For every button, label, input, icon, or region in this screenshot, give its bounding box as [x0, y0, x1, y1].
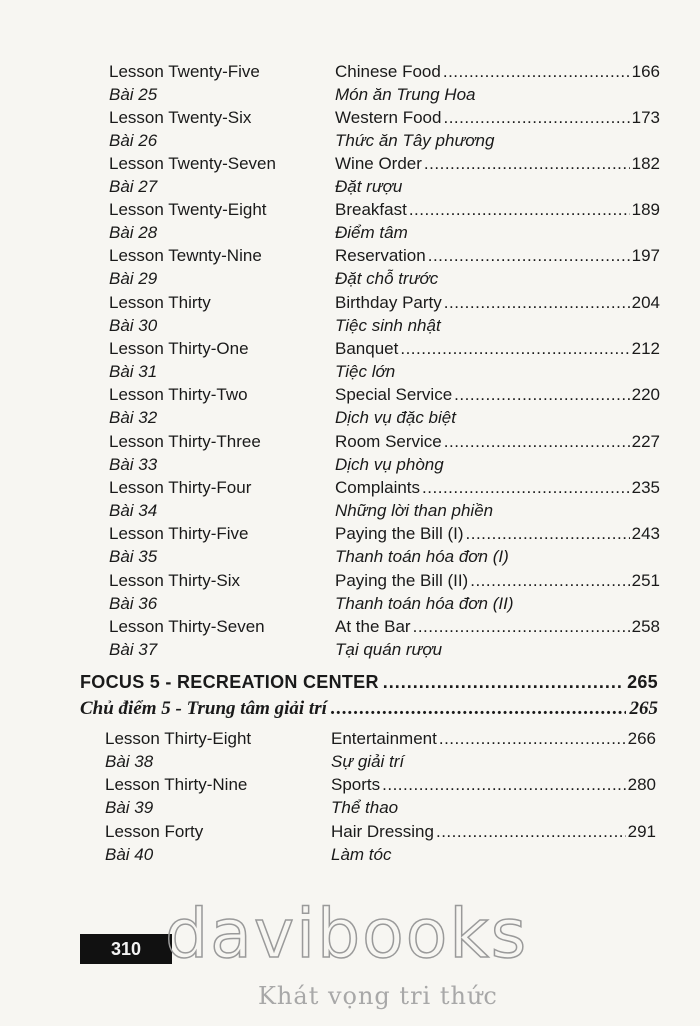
page-number: 266	[627, 729, 656, 748]
bai-number: Bài 38	[105, 752, 154, 771]
toc-lesson-row	[0, 337, 700, 361]
lesson-title: Western Food	[335, 108, 442, 127]
bai-number: Bài 39	[105, 798, 154, 817]
lesson-title: Breakfast	[335, 200, 407, 219]
vietnamese-title: Dịch vụ đặc biệt	[335, 408, 456, 427]
lesson-number: Lesson Thirty-Five	[109, 524, 249, 543]
lesson-title-link[interactable]	[331, 820, 656, 844]
page-number: 265	[629, 698, 658, 719]
bai-number: Bài 28	[109, 223, 158, 242]
toc-lesson-row	[0, 569, 700, 593]
toc-lesson-row	[0, 773, 700, 797]
lesson-title: Hair Dressing	[331, 822, 434, 841]
lesson-title: Entertainment	[331, 729, 437, 748]
page-number-tab	[80, 934, 172, 964]
vietnamese-title: Thức ăn Tây phương	[335, 131, 495, 150]
dot-leader	[428, 244, 630, 268]
bai-number: Bài 25	[109, 85, 158, 104]
toc-lesson-row	[0, 820, 700, 844]
lesson-title-link[interactable]	[335, 569, 660, 593]
lesson-title-link[interactable]	[335, 291, 660, 315]
page-number: 291	[627, 822, 656, 841]
bai-number: Bài 35	[109, 547, 158, 566]
toc-translation-row	[0, 638, 700, 662]
lesson-title: Reservation	[335, 246, 426, 265]
dot-leader	[443, 60, 630, 84]
lesson-number: Lesson Thirty-Four	[109, 478, 252, 497]
vietnamese-title: Làm tóc	[331, 845, 392, 864]
lesson-title-link[interactable]	[335, 106, 660, 130]
toc-lesson-row	[0, 476, 700, 500]
dot-leader	[443, 106, 629, 130]
page-number: 258	[631, 617, 660, 636]
focus-heading-vietnamese-link[interactable]	[80, 698, 658, 720]
vietnamese-title: Những lời than phiền	[335, 501, 494, 520]
bai-number: Bài 33	[109, 455, 158, 474]
vietnamese-title: Đặt chỗ trước	[335, 269, 439, 288]
toc-lesson-row	[0, 291, 700, 315]
lesson-title: Paying the Bill (II)	[335, 571, 469, 590]
toc-lesson-row	[0, 60, 700, 84]
lesson-title-link[interactable]	[335, 152, 660, 176]
dot-leader	[466, 522, 630, 546]
lesson-title-link[interactable]	[335, 198, 660, 222]
dot-leader	[422, 476, 630, 500]
page-number: 173	[631, 108, 660, 127]
lesson-number: Lesson Thirty-Nine	[105, 775, 248, 794]
bai-number: Bài 27	[109, 177, 158, 196]
toc-lesson-row	[0, 727, 700, 751]
toc-lesson-row	[0, 383, 700, 407]
lesson-number: Lesson Twenty-Eight	[109, 200, 267, 219]
page-number: 251	[631, 571, 660, 590]
lesson-number: Lesson Twenty-Seven	[109, 154, 276, 173]
toc-lesson-row	[0, 615, 700, 639]
lesson-number: Lesson Twenty-Six	[109, 108, 252, 127]
dot-leader	[331, 698, 626, 720]
vietnamese-title: Món ăn Trung Hoa	[335, 85, 476, 104]
bai-number: Bài 34	[109, 501, 158, 520]
lesson-title-link[interactable]	[335, 60, 660, 84]
dot-leader	[413, 615, 630, 639]
lesson-title: Birthday Party	[335, 293, 442, 312]
vietnamese-title: Thanh toán hóa đơn (II)	[335, 594, 514, 613]
toc-lesson-row	[0, 106, 700, 130]
bai-number: Bài 31	[109, 362, 158, 381]
toc-lesson-row	[0, 198, 700, 222]
dot-leader	[409, 198, 630, 222]
lesson-title: Wine Order	[335, 154, 422, 173]
dot-leader	[444, 430, 630, 454]
lesson-number: Lesson Twenty-Five	[109, 62, 260, 81]
page-number: 235	[631, 478, 660, 497]
dot-leader	[444, 291, 630, 315]
page-number: 265	[627, 672, 658, 692]
page-number: 227	[631, 432, 660, 451]
lesson-number: Lesson Thirty-Three	[109, 432, 261, 451]
vietnamese-title: Dịch vụ phòng	[335, 455, 444, 474]
vietnamese-title: Tiệc sinh nhật	[335, 316, 441, 335]
lesson-title-link[interactable]	[335, 430, 660, 454]
page-number: 182	[631, 154, 660, 173]
page-number-label: 310	[110, 938, 142, 959]
toc-translation-row	[0, 175, 700, 199]
focus-heading-link[interactable]	[80, 672, 658, 693]
lesson-title-link[interactable]	[335, 615, 660, 639]
page-number: 197	[631, 246, 660, 265]
bai-number: Bài 32	[109, 408, 158, 427]
dot-leader	[470, 569, 629, 593]
vietnamese-title: Thanh toán hóa đơn (I)	[335, 547, 509, 566]
lesson-title-link[interactable]	[335, 244, 660, 268]
lesson-number: Lesson Thirty-One	[109, 339, 249, 358]
lesson-title: Paying the Bill (I)	[335, 524, 464, 543]
toc-translation-row	[0, 267, 700, 291]
lesson-title: Complaints	[335, 478, 421, 497]
page-number: 280	[627, 775, 656, 794]
lesson-title-link[interactable]	[335, 383, 660, 407]
bai-number: Bài 36	[109, 594, 158, 613]
lesson-title: Sports	[331, 775, 381, 794]
vietnamese-title: Thể thao	[331, 798, 399, 817]
page-number: 166	[631, 62, 660, 81]
lesson-title-link[interactable]	[335, 522, 660, 546]
lesson-number: Lesson Forty	[105, 822, 204, 841]
page-number: 189	[631, 200, 660, 219]
toc-translation-row	[0, 129, 700, 153]
focus-heading-vietnamese: Chủ điểm 5 - Trung tâm giải trí	[80, 698, 327, 719]
toc-translation-row	[0, 843, 700, 867]
page-number: 243	[631, 524, 660, 543]
lesson-title-link[interactable]	[331, 727, 656, 751]
dot-leader	[383, 672, 623, 693]
lesson-title: At the Bar	[335, 617, 411, 636]
publisher-tagline: Khát vọng tri thức	[258, 982, 498, 1010]
vietnamese-title: Sự giải trí	[331, 752, 405, 771]
bai-number: Bài 29	[109, 269, 158, 288]
toc-lesson-row	[0, 152, 700, 176]
dot-leader	[439, 727, 626, 751]
vietnamese-title: Tại quán rượu	[335, 640, 443, 659]
toc-translation-row	[0, 750, 700, 774]
bai-number: Bài 37	[109, 640, 158, 659]
dot-leader	[382, 773, 625, 797]
lesson-number: Lesson Thirty-Two	[109, 385, 248, 404]
toc-translation-row	[0, 83, 700, 107]
lesson-title: Chinese Food	[335, 62, 441, 81]
dot-leader	[436, 820, 626, 844]
toc-translation-row	[0, 360, 700, 384]
bai-number: Bài 40	[105, 845, 154, 864]
toc-lesson-row	[0, 244, 700, 268]
vietnamese-title: Đặt rượu	[335, 177, 403, 196]
vietnamese-title: Tiệc lớn	[335, 362, 396, 381]
toc-translation-row	[0, 453, 700, 477]
page-number: 204	[631, 293, 660, 312]
lesson-number: Lesson Tewnty-Nine	[109, 246, 262, 265]
toc-translation-row	[0, 796, 700, 820]
toc-translation-row	[0, 406, 700, 430]
focus-heading: FOCUS 5 - RECREATION CENTER	[80, 672, 379, 692]
page-number: 212	[631, 339, 660, 358]
lesson-number: Lesson Thirty-Six	[109, 571, 241, 590]
toc-translation-row	[0, 221, 700, 245]
lesson-title-link[interactable]	[335, 476, 660, 500]
lesson-title: Room Service	[335, 432, 442, 451]
toc-translation-row	[0, 499, 700, 523]
dot-leader	[454, 383, 629, 407]
lesson-number: Lesson Thirty	[109, 293, 211, 312]
bai-number: Bài 30	[109, 316, 158, 335]
publisher-watermark: davibooks	[165, 895, 529, 974]
dot-leader	[400, 337, 629, 361]
bai-number: Bài 26	[109, 131, 158, 150]
toc-lesson-row	[0, 522, 700, 546]
toc-translation-row	[0, 314, 700, 338]
lesson-number: Lesson Thirty-Eight	[105, 729, 252, 748]
lesson-title-link[interactable]	[331, 773, 656, 797]
lesson-title-link[interactable]	[335, 337, 660, 361]
page-number: 220	[631, 385, 660, 404]
vietnamese-title: Điểm tâm	[335, 223, 408, 242]
toc-translation-row	[0, 545, 700, 569]
lesson-title: Banquet	[335, 339, 399, 358]
toc-translation-row	[0, 592, 700, 616]
dot-leader	[424, 152, 630, 176]
lesson-number: Lesson Thirty-Seven	[109, 617, 265, 636]
lesson-title: Special Service	[335, 385, 453, 404]
toc-lesson-row	[0, 430, 700, 454]
